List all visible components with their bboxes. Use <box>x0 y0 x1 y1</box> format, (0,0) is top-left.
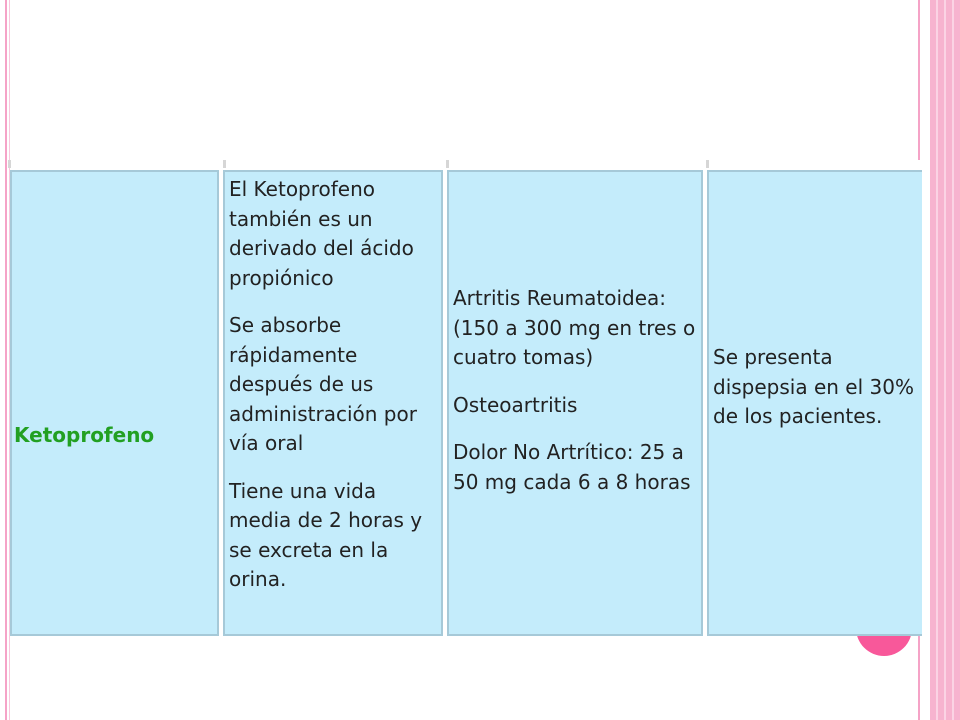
description-paragraph: Tiene una vida media de 2 horas y se excreta en la orina. <box>229 478 423 591</box>
slide-frame-left-line <box>5 0 7 720</box>
indication-paragraph: Dolor No Artrítico: 25 a 50 mg cada 6 a 8 horas <box>453 440 691 494</box>
slide-frame-right-band <box>930 0 960 720</box>
indications-content <box>453 284 699 497</box>
band-stripe <box>952 0 954 720</box>
description-paragraph: El Ketoprofeno también es un derivado del ácido propiónico <box>229 177 414 290</box>
band-stripe <box>936 0 938 720</box>
cell-description <box>223 170 443 636</box>
side-effects-content <box>713 343 920 432</box>
indication-paragraph: Osteoartritis <box>453 392 578 417</box>
description-paragraph: Se absorbe rápidamente después de us administración por vía oral <box>229 313 417 455</box>
column-divider-stub <box>8 160 11 168</box>
side-effects-text: Se presenta dispepsia en el 30% de los pacientes. <box>713 345 914 428</box>
cell-side-effects <box>707 170 922 636</box>
column-divider-stub <box>223 160 226 168</box>
table-top-border-fragment <box>10 160 922 170</box>
description-content <box>229 175 439 595</box>
band-stripe <box>944 0 946 720</box>
drug-table-image <box>10 160 922 636</box>
column-divider-stub <box>446 160 449 168</box>
indication-paragraph: Artritis Reumatoidea: (150 a 300 mg en tres o cuatro tomas) <box>453 286 696 369</box>
cell-indications <box>447 170 703 636</box>
drug-name: Ketoprofeno <box>14 423 155 447</box>
cell-drug-name <box>10 170 219 636</box>
column-divider-stub <box>706 160 709 168</box>
